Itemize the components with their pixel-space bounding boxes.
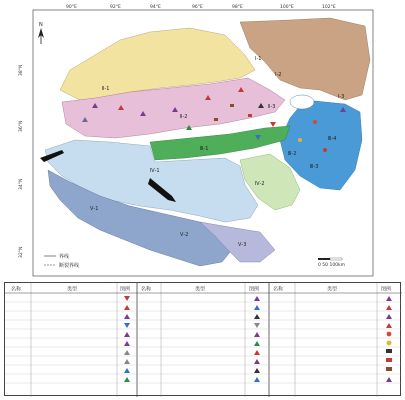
brown-square-icon [386,367,392,371]
green-up-triangle-icon [124,377,130,382]
lon-tick-94: 94°E [150,5,161,10]
label-IV-2: Ⅳ-2 [255,181,265,187]
purple-up-triangle-icon [124,314,130,319]
header-name-1: 名称 [11,286,22,293]
purple-up-triangle-icon [124,341,130,346]
header-type-3: 类型 [327,286,338,293]
red-square-icon [386,358,392,362]
scale-bar [318,258,345,268]
lon-tick-102: 102°E [322,5,336,10]
blue-down-triangle-icon [124,323,130,328]
lat-tick-32: 32°N [19,246,24,258]
svg-text:N: N [39,22,43,28]
label-V-1: Ⅴ-1 [90,206,99,212]
header-name-3: 名称 [273,286,284,293]
label-I-1: Ⅰ-1 [255,56,262,62]
legend-icons-col2 [254,296,260,382]
lat-tick-36: 36°N [19,120,24,132]
label-II-3: Ⅱ-3 [268,104,276,110]
legend-table-grid [5,283,402,397]
legend-table [4,282,401,396]
label-II-1: Ⅱ-1 [102,86,110,92]
label-I-3: Ⅰ-3 [338,94,345,100]
label-III-1: Ⅲ-1 [200,146,209,152]
label-III-4: Ⅲ-4 [328,136,337,142]
red-circle-icon [387,332,392,337]
header-legend-1: 图例 [120,286,131,293]
label-III-2: Ⅲ-2 [288,151,297,157]
gray-up-triangle-icon [124,359,130,364]
legend-fault: 断裂界线 [59,263,80,269]
lon-tick-98: 98°E [232,5,243,10]
legend-boundary: 界线 [59,254,70,260]
legend-icons-col3 [386,296,392,382]
label-IV-1: Ⅳ-1 [150,168,160,174]
label-I-2: Ⅰ-2 [275,72,282,78]
gray-down-triangle-icon [254,323,260,328]
legend-icons-col1 [124,296,130,382]
red-up-triangle-icon [124,305,130,310]
header-name-2: 名称 [141,286,152,293]
label-V-2: Ⅴ-2 [180,232,189,238]
lon-tick-90: 90°E [66,5,77,10]
header-type-1: 类型 [67,286,78,293]
header-legend-2: 图例 [249,286,260,293]
header-type-2: 类型 [195,286,206,293]
lat-tick-38: 38°N [19,64,24,76]
header-legend-3: 图例 [381,286,392,293]
dark-square-icon [386,349,392,353]
lake [290,95,314,109]
lon-tick-96: 96°E [192,5,203,10]
lat-tick-34: 34°N [19,178,24,190]
purple-up-triangle-icon [124,332,130,337]
label-III-3: Ⅲ-3 [310,164,319,170]
latitude-ticks [18,65,24,258]
row-lines [5,302,402,383]
gray-up-triangle-icon [124,350,130,355]
svg-text:0 50 100km: 0 50 100km [318,263,346,268]
label-V-3: Ⅴ-3 [238,242,247,248]
lon-tick-92: 92°E [110,5,121,10]
blue-up-triangle-icon [124,368,130,373]
lon-tick-100: 100°E [280,5,294,10]
red-down-triangle-icon [124,296,130,301]
longitude-ticks [66,4,336,10]
label-II-2: Ⅱ-2 [180,114,188,120]
